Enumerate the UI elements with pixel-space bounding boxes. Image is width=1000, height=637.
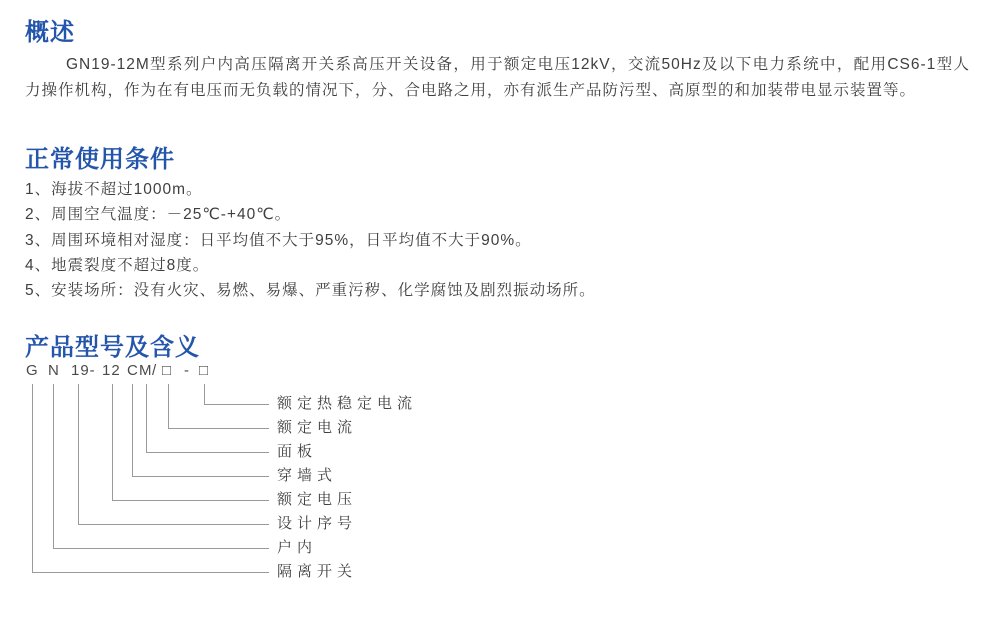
model-connector-line [204, 384, 269, 405]
model-code-segment: - [184, 362, 190, 379]
model-meaning-label: 隔离开关 [277, 563, 358, 580]
model-code-segment: 19- [71, 362, 96, 379]
model-meaning-label: 额定热稳定电流 [277, 395, 418, 412]
model-code-segment: N [48, 362, 60, 379]
condition-item: 5、安装场所：没有火灾、易燃、易爆、严重污秽、化学腐蚀及剧烈振动场所。 [25, 282, 596, 300]
condition-item: 3、周围环境相对湿度：日平均值不大于95%，日平均值不大于90%。 [25, 231, 532, 249]
section-title-overview: 概述 [25, 19, 75, 46]
model-meaning-label: 穿墙式 [277, 467, 338, 484]
model-meaning-label: 额定电流 [277, 419, 358, 436]
condition-item: 4、地震裂度不超过8度。 [25, 256, 210, 274]
section-title-model: 产品型号及含义 [25, 334, 200, 361]
model-code-segment: C [127, 362, 139, 379]
condition-item: 1、海拔不超过1000m。 [25, 181, 203, 198]
model-code-segment-box: □ [162, 362, 173, 379]
model-meaning-label: 额定电压 [277, 491, 358, 508]
condition-item: 2、周围空气温度：－25℃-+40℃。 [25, 206, 292, 224]
model-code-segment: 12 [102, 362, 121, 379]
overview-paragraph: GN19-12M型系列户内高压隔离开关系高压开关设备，用于额定电压12kV，交流50Hz及以下电力系统中，配用CS6-1型人力操作机构，作为在有电压而无负载的情况下，分、合电路之用，亦有派生产品防污型、高原型的和加装带电显示装置等。 [25, 56, 970, 99]
model-code-segment: / [152, 362, 158, 379]
section-title-conditions: 正常使用条件 [25, 146, 175, 173]
model-meaning-label: 面板 [277, 443, 318, 460]
model-code-segment: M [139, 362, 153, 379]
model-meaning-label: 设计序号 [277, 515, 358, 532]
model-meaning-label: 户内 [277, 539, 318, 556]
model-code-segment: G [26, 362, 39, 379]
model-code-segment-box: □ [199, 362, 210, 379]
